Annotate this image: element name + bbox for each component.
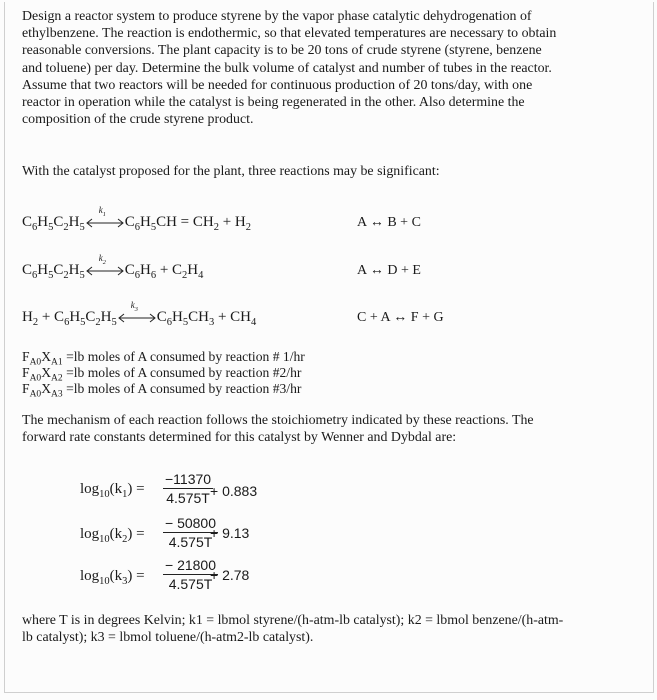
conversion-symbol: X [41,349,52,364]
rate-constant-2-lhs: $\log_{10}(k_2)$ = [80,526,145,545]
conversion-subscript: A3 [51,389,63,400]
problem-statement [22,8,640,128]
rate-constant-1-lhs: $\log_{10}(k_1)$ = [80,481,145,500]
flow-symbol: F [22,381,30,396]
consumption-line-3 [22,381,301,400]
footnote-line-1: where T is in degrees Kelvin; k1 = lbmol styrene/(h-atm-lb catalyst); k2 = lbmol benzene/(h-atm- [22,613,564,628]
reaction-1: $C_6H_5C_2H_5$ $k_1$ $C_6H_5CH = CH_2 + H_2$ [22,204,252,233]
intro-line-5: Assume that two reactors will be needed for continuous production of 20 tons/day, with one [22,77,533,93]
intro-line-6: reactor in operation while the catalyst is being regenerated in the other. Also determine the [22,95,525,111]
reaction-2-scheme: A ↔ D + E [357,263,421,278]
intro-line-2: ethylbenzene. The reaction is endothermic, so that elevated temperatures are necessary to obtain [22,26,557,42]
fraction-numerator: −11370 [165,471,212,487]
mechanism-line-1: The mechanism of each reaction follows the stoichiometry indicated by these reactions. The [22,413,534,428]
reaction-2: $C_6H_5C_2H_5$ $k_2$ $C_6H_6 + C_2H_4$ [22,252,204,281]
consumption-text: =lb moles of A consumed by reaction #2/hr [62,365,302,380]
units-footnote [22,612,640,646]
fraction-numerator: − 21800 [165,557,216,573]
conversion-symbol: X [41,365,52,380]
mechanism-paragraph [22,412,640,446]
mechanism-line-2: forward rate constants determined for this catalyst by Wenner and Dybdal are: [22,430,457,446]
conversion-symbol: X [41,381,52,396]
reaction-3-scheme: C + A ↔ F + G [357,310,444,325]
fraction-denominator: 4.575T [166,490,210,506]
intro-line-4: and toluene) per day. Determine the bulk volume of catalyst and number of tubes in the reactor. [22,60,552,76]
flow-subscript: A0 [29,373,42,384]
reaction-1-scheme: A ↔ B + C [357,215,421,230]
intro-line-1: Design a reactor system to produce styrene by the vapor phase catalytic dehydrogenation of [22,9,532,24]
flow-subscript: A0 [29,357,42,368]
intro-line-7: composition of the crude styrene product. [22,112,254,128]
consumption-text: =lb moles of A consumed by reaction #3/hr [62,381,302,396]
footnote-line-2: lb catalyst); k3 = lbmol toluene/(h-atm2-lb catalyst). [22,630,314,646]
rate-constant-3-lhs: $\log_{10}(k_3)$ = [80,568,145,587]
fraction-denominator: 4.575T [168,534,213,550]
conversion-subscript: A1 [51,357,63,368]
reaction-3: $H_2 + C_6H_5C_2H_5$ $k_3$ $C_6H_5CH_3 + CH_4$ [22,299,257,328]
equilibrium-arrow-icon: $k_2$ [85,264,125,278]
flow-subscript: A0 [29,389,42,400]
flow-symbol: F [22,365,30,380]
fraction-denominator: 4.575T [168,576,213,592]
fraction-numerator: − 50800 [165,515,216,531]
equilibrium-arrow-icon: $k_3$ [117,311,157,325]
rate-constant-2-intercept: + 9.13 [210,525,250,541]
consumption-text: =lb moles of A consumed by reaction # 1/hr [62,349,305,364]
flow-symbol: F [22,349,30,364]
rate-constant-1-intercept: + 0.883 [210,483,258,499]
rate-constant-1-fraction [163,471,213,506]
equilibrium-arrow-icon: $k_1$ [85,216,125,230]
conversion-subscript: A2 [51,373,63,384]
intro-line-3: reasonable conversions. The plant capacity is to be 20 tons of crude styrene (styrene, benzene [22,43,542,59]
catalyst-sentence: With the catalyst proposed for the plant, three reactions may be significant: [22,164,440,179]
rate-constant-3-intercept: + 2.78 [210,567,250,583]
